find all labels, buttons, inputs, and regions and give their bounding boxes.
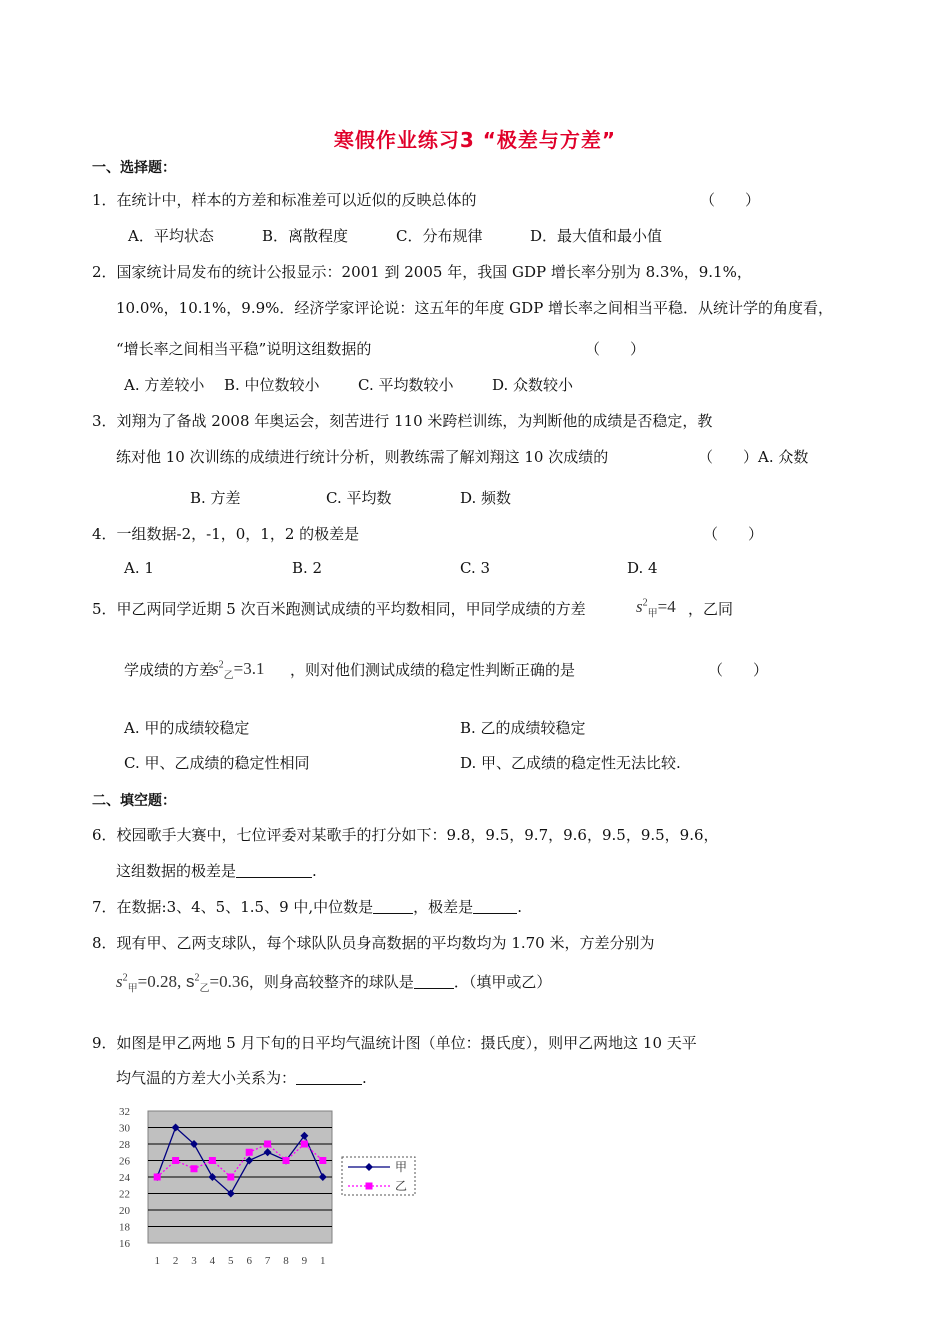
question-7-range-blank[interactable]	[473, 899, 517, 914]
series-yi-point	[172, 1157, 179, 1164]
question-9-line-2: 均气温的方差大小关系为： .	[116, 1069, 367, 1087]
question-6-answer-blank[interactable]	[236, 863, 312, 878]
question-2-line-1: 2．国家统计局发布的统计公报显示：2001 到 2005 年，我国 GDP 增长率分别为 8.3%，9.1%，	[92, 263, 752, 281]
question-4-option-a: A. 1	[124, 559, 154, 577]
question-8-line-2: $s^2_甲=0.28$, $s^2_乙=0.36$，则身高较整齐的球队是 ．（填甲或乙）	[116, 972, 552, 995]
x-tick-label: 4	[209, 1255, 216, 1267]
question-5-variance-jia: $s^2_甲=4$	[636, 597, 676, 620]
question-4-answer-parens: （ ）	[703, 525, 764, 543]
question-5-line-2-tail: ，则对他们测试成绩的稳定性判断正确的是	[290, 661, 576, 679]
question-2-option-c: C. 平均数较小	[358, 376, 454, 394]
question-5-option-a: A. 甲的成绩较稳定	[124, 719, 250, 737]
question-1-answer-parens: （ ）	[700, 191, 761, 209]
question-5-option-c: C. 甲、乙成绩的稳定性相同	[124, 754, 310, 772]
question-2-line-2: 10.0%，10.1%，9.9%．经济学家评论说：这五年的年度 GDP 增长率之间相当平稳．从统计学的角度看，	[116, 299, 834, 317]
y-tick-label: 16	[119, 1238, 130, 1250]
question-3-option-c: C. 平均数	[326, 489, 392, 507]
x-tick-label: 1	[320, 1255, 326, 1267]
question-9-line-1: 9．如图是甲乙两地 5 月下旬的日平均气温统计图（单位：摄氏度），则甲乙两地这 10 天平	[92, 1034, 697, 1052]
question-7-median-blank[interactable]	[373, 899, 413, 914]
question-4-option-b: B. 2	[292, 559, 323, 577]
legend-yi-label: 乙	[395, 1179, 408, 1193]
series-yi-point	[209, 1157, 216, 1164]
series-yi-point	[227, 1174, 234, 1181]
question-1-option-c: C．分布规律	[396, 227, 483, 245]
question-2-line-3: “增长率之间相当平稳”说明这组数据的	[116, 340, 372, 358]
question-3-answer-parens-option-a: （ ）A. 众数	[698, 448, 809, 466]
question-1-option-d: D．最大值和最小值	[530, 227, 663, 245]
question-7-line: 7．在数据:3、4、5、1.5、9 中,中位数是 ，极差是 .	[92, 898, 522, 916]
question-5-variance-yi: $s^2_乙=3.1$	[212, 659, 265, 682]
y-tick-label: 28	[119, 1139, 130, 1151]
x-tick-label: 9	[301, 1255, 308, 1267]
series-yi-point	[283, 1157, 290, 1164]
question-6-line-2: 这组数据的极差是 .	[116, 862, 317, 880]
y-tick-label: 22	[119, 1188, 130, 1201]
question-1-option-b: B．离散程度	[262, 227, 349, 245]
y-tick-label: 32	[119, 1106, 130, 1118]
question-2-option-d: D. 众数较小	[492, 376, 574, 394]
question-2-answer-parens: （ ）	[585, 340, 646, 358]
x-tick-label: 5	[228, 1255, 234, 1267]
question-5-line-1: 5．甲乙两同学近期 5 次百米跑测试成绩的平均数相同，甲同学成绩的方差	[92, 600, 586, 618]
x-tick-label: 2	[172, 1255, 179, 1267]
y-tick-label: 24	[119, 1172, 130, 1184]
question-6-line-1: 6．校园歌手大赛中，七位评委对某歌手的打分如下：9.8，9.5，9.7，9.6，9.5，9.5，9.6，	[92, 826, 719, 844]
x-tick-label: 6	[246, 1255, 252, 1267]
y-tick-label: 18	[119, 1221, 130, 1234]
x-tick-label: 1	[154, 1255, 160, 1267]
question-8-line-1: 8．现有甲、乙两支球队，每个球队队员身高数据的平均数均为 1.70 米，方差分别为	[92, 934, 655, 952]
series-yi-point	[191, 1165, 198, 1172]
question-3-option-d: D. 频数	[460, 489, 512, 507]
question-8-answer-blank[interactable]	[414, 974, 454, 989]
question-1-option-a: A．平均状态	[128, 227, 214, 245]
question-5-option-b: B. 乙的成绩较稳定	[460, 719, 586, 737]
question-4-option-c: C. 3	[460, 559, 491, 577]
question-3-line-2: 练对他 10 次训练的成绩进行统计分析，则教练需了解刘翔这 10 次成绩的	[116, 448, 609, 466]
y-tick-label: 30	[119, 1122, 130, 1135]
question-5-line-1-tail: ，乙同	[688, 600, 734, 618]
question-4-option-d: D. 4	[627, 559, 658, 577]
legend-yi-marker	[366, 1183, 373, 1190]
question-4-stem: 4．一组数据-2，-1，0，1，2 的极差是	[92, 525, 360, 543]
question-5-option-d: D. 甲、乙成绩的稳定性无法比较.	[460, 754, 681, 772]
x-tick-label: 8	[283, 1255, 289, 1267]
series-yi-point	[154, 1174, 161, 1181]
question-3-option-b: B. 方差	[190, 489, 241, 507]
temperature-line-chart	[100, 1100, 430, 1270]
question-2-option-a: A. 方差较小	[124, 376, 205, 394]
y-tick-label: 20	[119, 1205, 130, 1217]
question-3-line-1: 3．刘翔为了备战 2008 年奥运会，刻苦进行 110 米跨栏训练，为判断他的成绩是否稳定，教	[92, 412, 713, 430]
series-yi-point	[264, 1141, 271, 1148]
series-yi-point	[319, 1157, 326, 1164]
section-heading-choice: 一、选择题：	[92, 160, 176, 176]
series-yi-point	[246, 1149, 253, 1156]
y-tick-label: 26	[119, 1155, 130, 1168]
question-8-variance-yi: $s^2_乙=0.36$	[186, 972, 249, 995]
section-heading-fill-in: 二、填空题：	[92, 793, 176, 809]
series-yi-point	[301, 1141, 308, 1148]
question-2-option-b: B. 中位数较小	[224, 376, 320, 394]
question-5-answer-parens: （ ）	[708, 661, 769, 679]
question-5-line-2-head: 学成绩的方差	[124, 661, 215, 679]
question-9-answer-blank[interactable]	[296, 1070, 362, 1085]
page-title: 寒假作业练习3 “极差与方差”	[333, 128, 617, 152]
x-tick-label: 7	[264, 1255, 271, 1267]
question-8-variance-jia: $s^2_甲=0.28$,	[116, 972, 182, 995]
legend-jia-label: 甲	[395, 1160, 408, 1174]
question-1-stem: 1．在统计中，样本的方差和标准差可以近似的反映总体的	[92, 191, 477, 209]
x-tick-label: 3	[191, 1255, 197, 1267]
